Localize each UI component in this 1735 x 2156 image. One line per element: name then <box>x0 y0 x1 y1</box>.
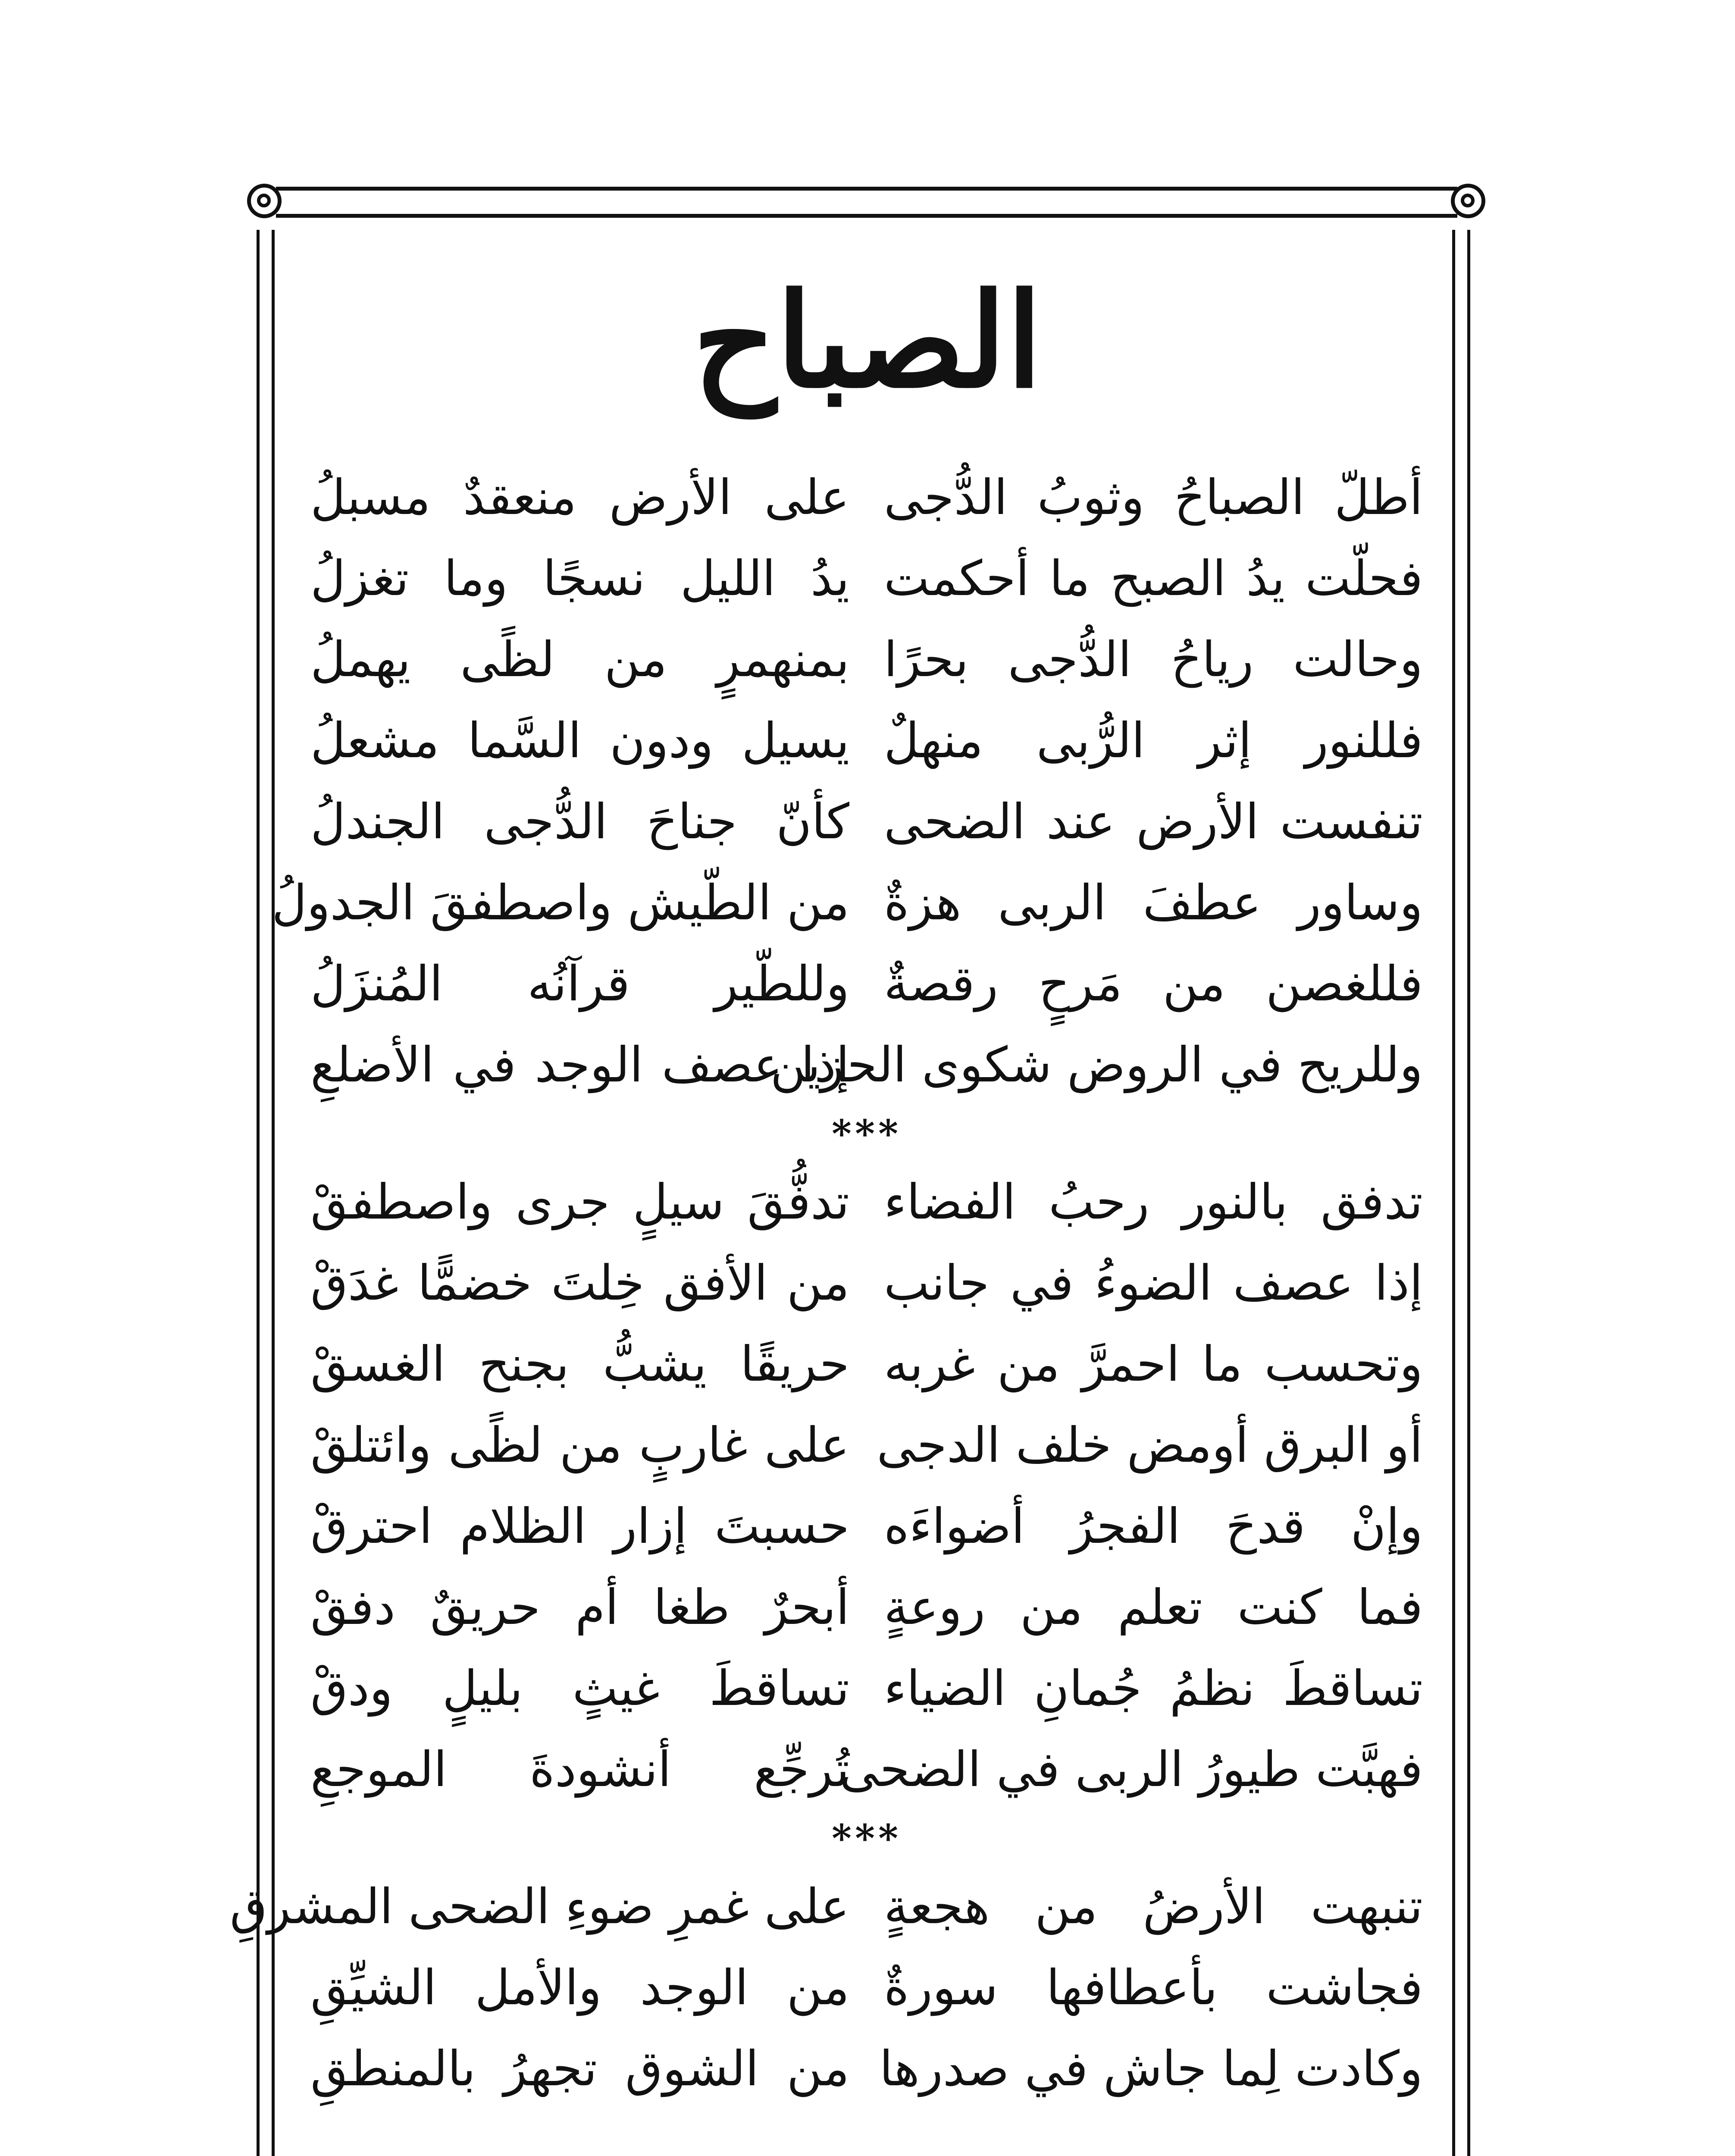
hemistich-second: تساقطَ غيثٍ بليلٍ ودقْ <box>310 1661 849 1717</box>
hemistich-second: حسبتَ إزار الظلام احترقْ <box>310 1498 849 1554</box>
verse <box>310 1243 1423 1324</box>
verse <box>310 619 1423 700</box>
verse <box>310 700 1423 781</box>
verse <box>310 1486 1423 1567</box>
hemistich-second: إذا عصف الوجد في الأضلعِ <box>310 1037 849 1093</box>
hemistich-first: فهبَّت طيورُ الربى في الضحى <box>839 1742 1423 1798</box>
hemistich-first: فما كنت تعلم من روعةٍ <box>884 1579 1423 1636</box>
hemistich-first: أو البرق أومض خلف الدجى <box>877 1417 1423 1473</box>
stanza-separator: *** <box>831 1816 902 1861</box>
hemistich-first: أطلّ الصباحُ وثوبُ الدُّجى <box>884 470 1423 526</box>
frame-right-border <box>1452 230 1470 2156</box>
hemistich-first: وتحسب ما احمرَّ من غربه <box>884 1336 1423 1392</box>
hemistich-first: تساقطَ نظمُ جُمانِ الضياء <box>884 1661 1423 1717</box>
hemistich-first: فحلّت يدُ الصبح ما أحكمت <box>884 551 1423 607</box>
hemistich-second: كأنّ جناحَ الدُّجى الجندلُ <box>310 794 849 850</box>
verse <box>310 943 1423 1025</box>
hemistich-second: وللطّير قرآنُه المُنزَلُ <box>310 956 849 1012</box>
hemistich-first: وللريح في الروض شكوى الحزين <box>770 1037 1423 1093</box>
hemistich-first: فجاشت بأعطافها سورةٌ <box>884 1960 1423 2016</box>
hemistich-second: على غمرِ ضوءِ الضحى المشرقِ <box>229 1879 849 1935</box>
verse <box>310 781 1423 862</box>
hemistich-first: إذا عصف الضوءُ في جانب <box>884 1255 1423 1311</box>
hemistich-second: أبحرٌ طغا أم حريقٌ دفقْ <box>310 1579 849 1636</box>
hemistich-first: تدفق بالنور رحبُ الفضاء <box>884 1174 1423 1230</box>
verse <box>310 538 1423 619</box>
hemistich-second: تُرجِّع أنشودةَ الموجعِ <box>310 1742 849 1798</box>
hemistich-first: وإنْ قدحَ الفجرُ أضواءَه <box>884 1498 1423 1554</box>
hemistich-second: على الأرض منعقدٌ مسبلُ <box>310 470 849 526</box>
hemistich-second: من الوجد والأمل الشيِّقِ <box>310 1960 849 2016</box>
hemistich-first: وكادت لِما جاش في صدرها <box>879 2041 1423 2097</box>
verse <box>310 2028 1423 2109</box>
poem-title: الصباح <box>692 264 1043 417</box>
hemistich-second: على غاربٍ من لظًى وائتلقْ <box>310 1417 849 1473</box>
verse <box>310 1648 1423 1729</box>
verse <box>310 1947 1423 2028</box>
hemistich-first: فللغصن من مَرحٍ رقصةٌ <box>884 956 1423 1012</box>
verse <box>310 1729 1423 1810</box>
hemistich-first: وحالت رياحُ الدُّجى بحرًا <box>884 632 1423 688</box>
frame-top-rule <box>276 187 1457 218</box>
hemistich-second: من الأفق خِلتَ خضمًّا غدَقْ <box>310 1255 849 1311</box>
stanza-separator: *** <box>831 1111 902 1156</box>
hemistich-second: يدُ الليل نسجًا وما تغزلُ <box>310 551 849 607</box>
stanza-1 <box>272 457 1423 1106</box>
stanza-3 <box>229 1866 1423 2109</box>
verse <box>229 1866 1423 1947</box>
verse <box>310 1567 1423 1648</box>
verse <box>310 1025 1423 1106</box>
hemistich-first: تنبهت الأرضُ من هجعةٍ <box>884 1879 1423 1935</box>
hemistich-second: يسيل ودون السَّما مشعلُ <box>310 713 849 769</box>
hemistich-first: فللنور إثر الرُّبى منهلٌ <box>884 713 1423 769</box>
hemistich-second: من الشوق تجهرُ بالمنطقِ <box>310 2041 849 2097</box>
verse <box>310 1324 1423 1405</box>
hemistich-first: وساور عطفَ الربى هزةٌ <box>884 875 1423 931</box>
hemistich-first: تنفست الأرض عند الضحى <box>884 794 1423 850</box>
hemistich-second: من الطّيش واصطفقَ الجدولُ <box>272 875 849 931</box>
hemistich-second: بمنهمرٍ من لظًى يهملُ <box>310 632 849 688</box>
verse <box>310 1162 1423 1243</box>
hemistich-second: تدفُّقَ سيلٍ جرى واصطفقْ <box>310 1174 849 1230</box>
verse <box>310 1405 1423 1486</box>
corner-ornament-top-left <box>247 184 282 218</box>
corner-ornament-top-right <box>1451 184 1485 218</box>
verse <box>272 862 1423 943</box>
stanza-2 <box>310 1162 1423 1810</box>
hemistich-second: حريقًا يشبُّ بجنح الغسقْ <box>310 1336 849 1392</box>
verse <box>310 457 1423 538</box>
poem-body <box>229 457 1423 2109</box>
